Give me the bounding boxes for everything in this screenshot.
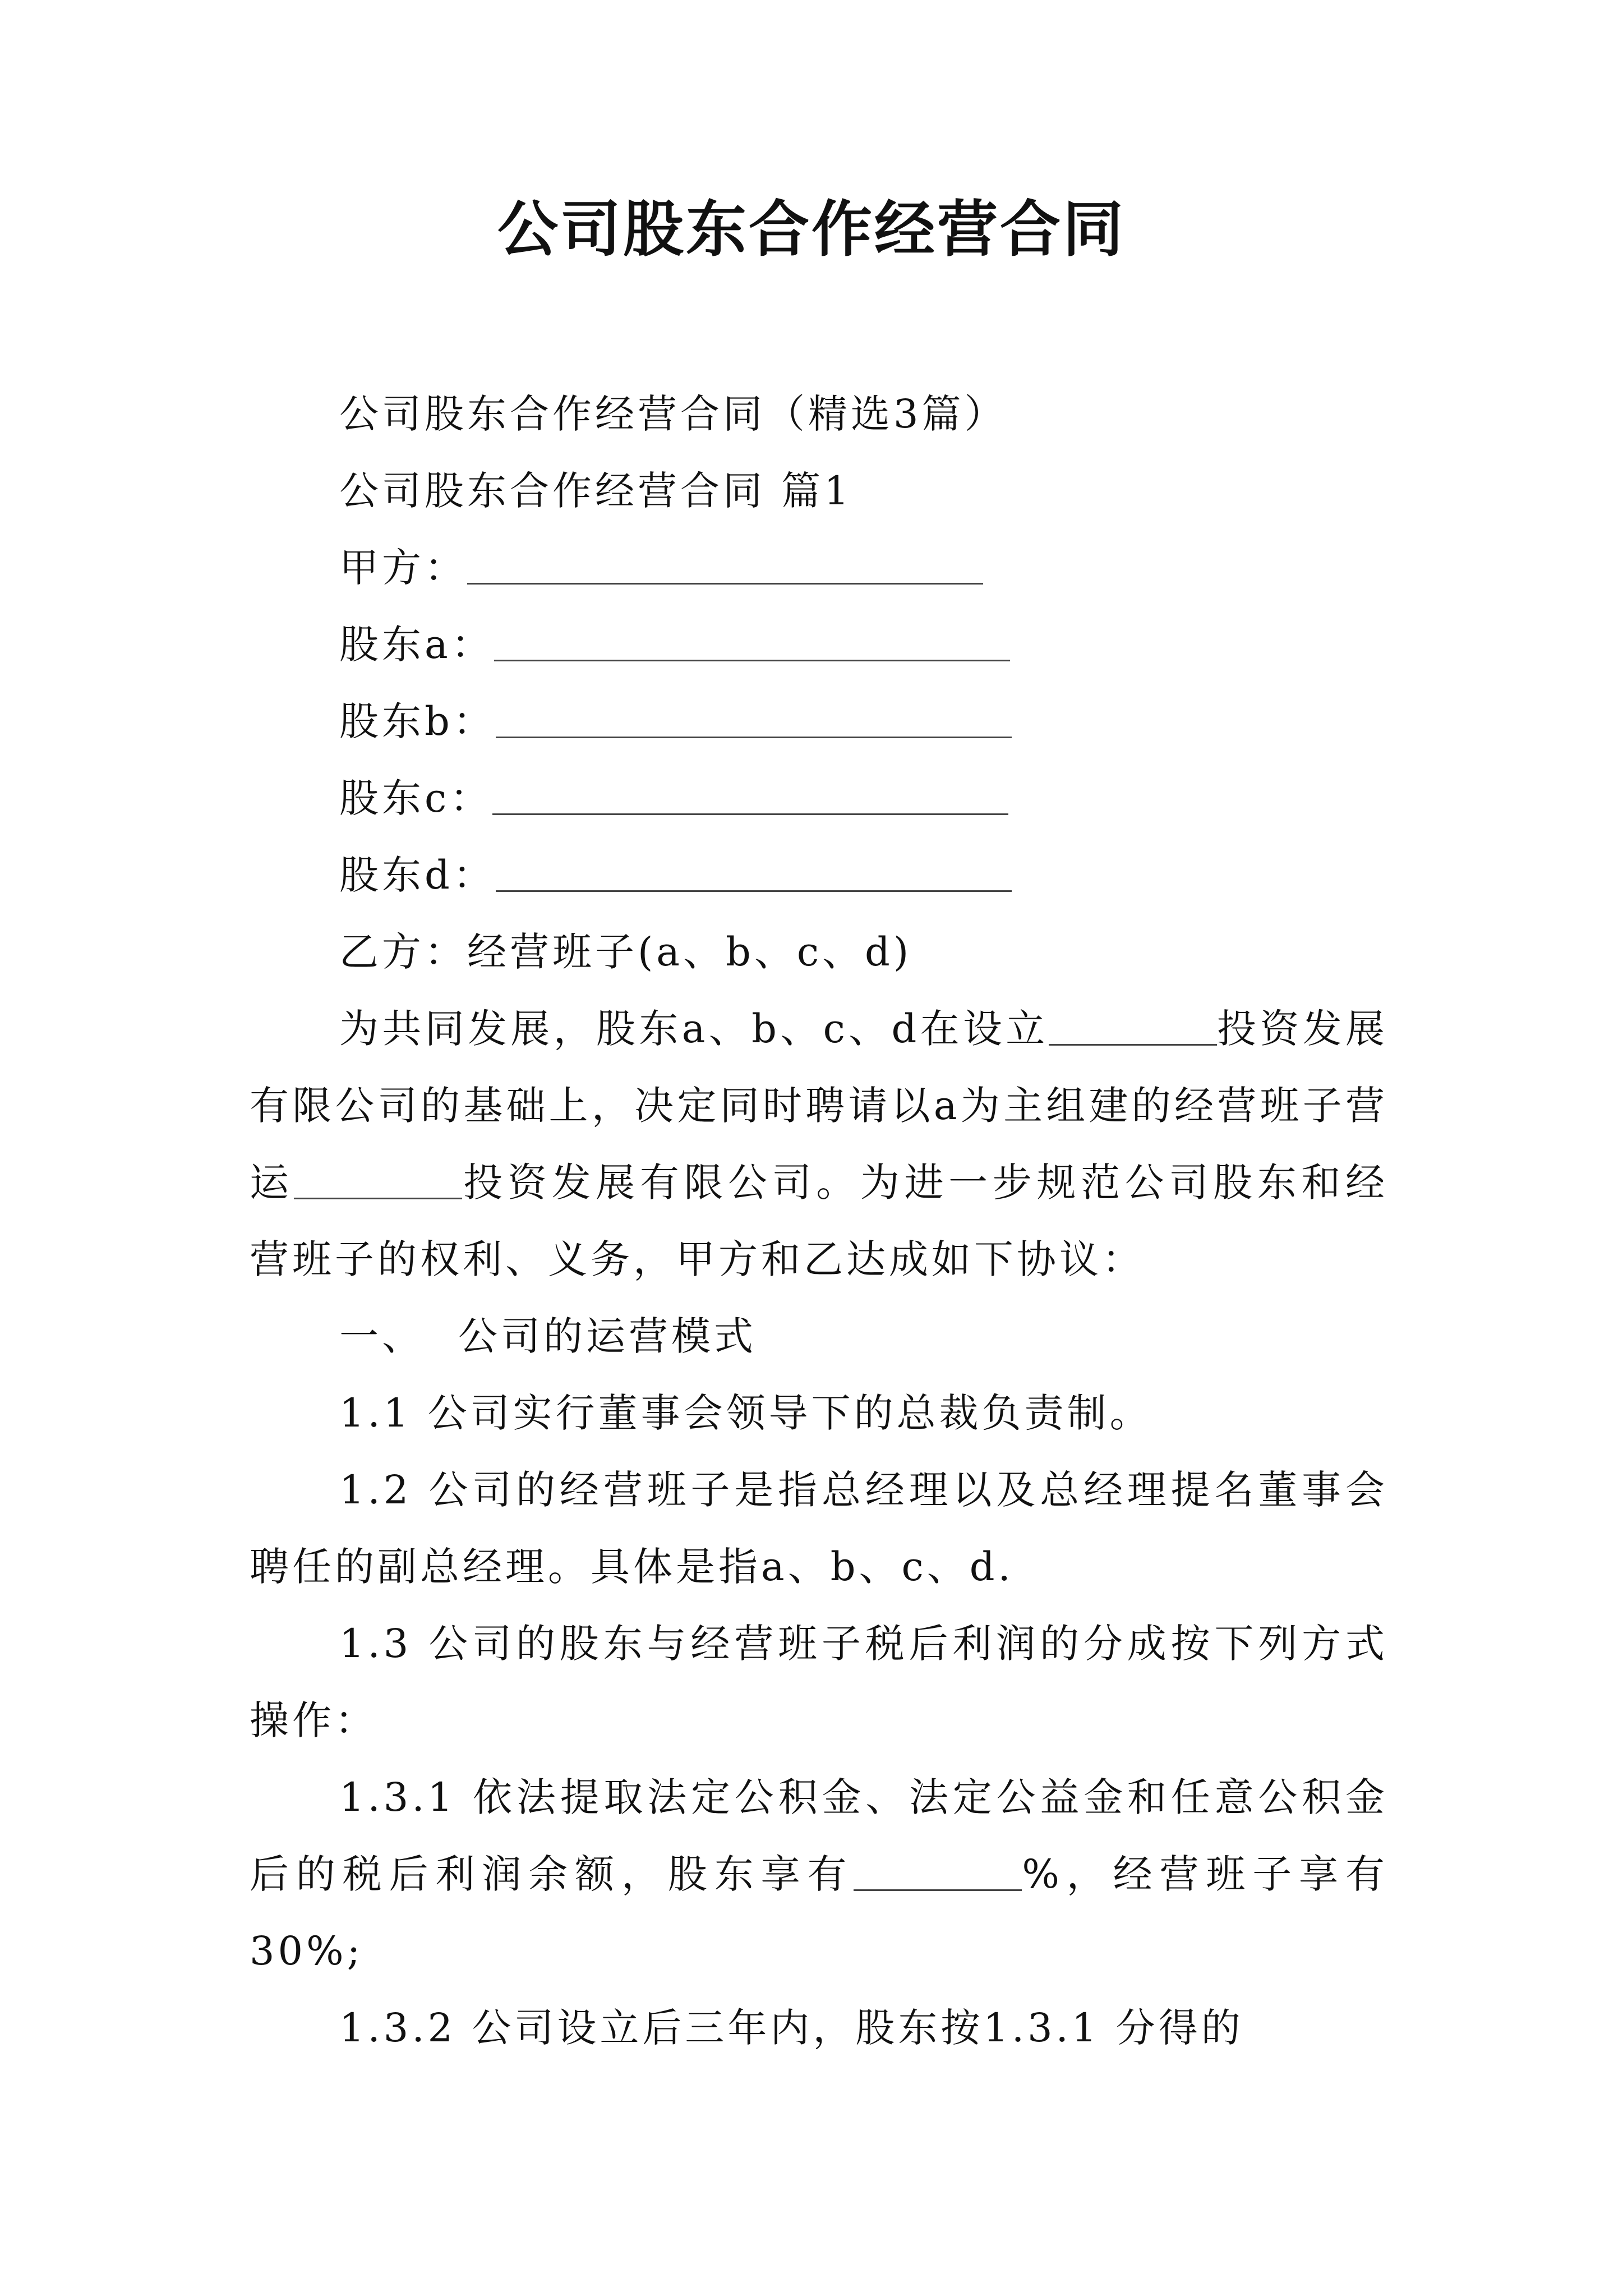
shareholder-a-blank [494,620,1010,661]
shareholder-d-line [250,837,1388,914]
shareholder-a-label: 股东a： [339,622,494,668]
section-1-heading [250,1298,1388,1375]
clause-1-3-1-part-b: %，经营班子享有30%; [250,1851,1389,1974]
clause-1-3-1 [250,1759,1388,1990]
shareholder-b-label: 股东b： [339,698,496,744]
party-a-blank [467,544,983,585]
clause-1-1: 1.1 公司实行董事会领导下的总裁负责制。 [339,1390,1152,1436]
shareholder-c-blank [492,774,1008,815]
section-1-title: 公司的运营模式 [458,1313,757,1359]
document-title: 公司股东合作经营合同 [497,195,1126,265]
shareholder-d-blank [496,851,1012,892]
intro-blank-1 [1049,1005,1217,1046]
party-a-line [250,530,1388,606]
chapter-heading: 公司股东合作经营合同 篇1 [339,468,852,514]
clause-1-3-1-part-a: 1.3.1 依法提取法定公积金、法定公益金和任意公积金后的税后利润余额，股东享有 [250,1774,1388,1897]
shareholder-b-blank [496,697,1012,738]
clause-1-3-1-blank [854,1850,1022,1891]
intro-part1: 为共同发展，股东a、b、c、d在设立 [339,1006,1049,1052]
intro-part2: 投资发展有限公司的基础上，决定同时聘请以a为主组建的经营班子营运 [250,1006,1389,1205]
section-1-number: 一、 [339,1313,425,1359]
shareholder-b-line [250,683,1388,760]
party-a-label: 甲方： [339,545,467,591]
intro-paragraph [250,991,1388,1298]
clause-1-2: 1.2 公司的经营班子是指总经理以及总经理提名董事会聘任的副总经理。具体是指a、b、c、d. [250,1467,1388,1590]
shareholder-c-label: 股东c： [339,775,493,821]
shareholder-a-line [250,606,1388,683]
party-b-line: 乙方：经营班子(a、b、c、d) [339,929,912,975]
clause-1-3-2: 1.3.2 公司设立后三年内，股东按1.3.1 分得的 [339,2005,1244,2051]
shareholder-d-label: 股东d： [339,852,496,898]
intro-blank-2 [294,1158,462,1199]
shareholder-c-line [250,760,1388,837]
document-body [250,376,1388,2067]
intro-part3: 投资发展有限公司。为进一步规范公司股东和经营班子的权利、义务，甲方和乙达成如下协议： [250,1159,1389,1282]
document-subtitle: 公司股东合作经营合同（精选3篇） [339,391,1007,437]
clause-1-3: 1.3 公司的股东与经营班子税后利润的分成按下列方式操作： [250,1621,1388,1743]
